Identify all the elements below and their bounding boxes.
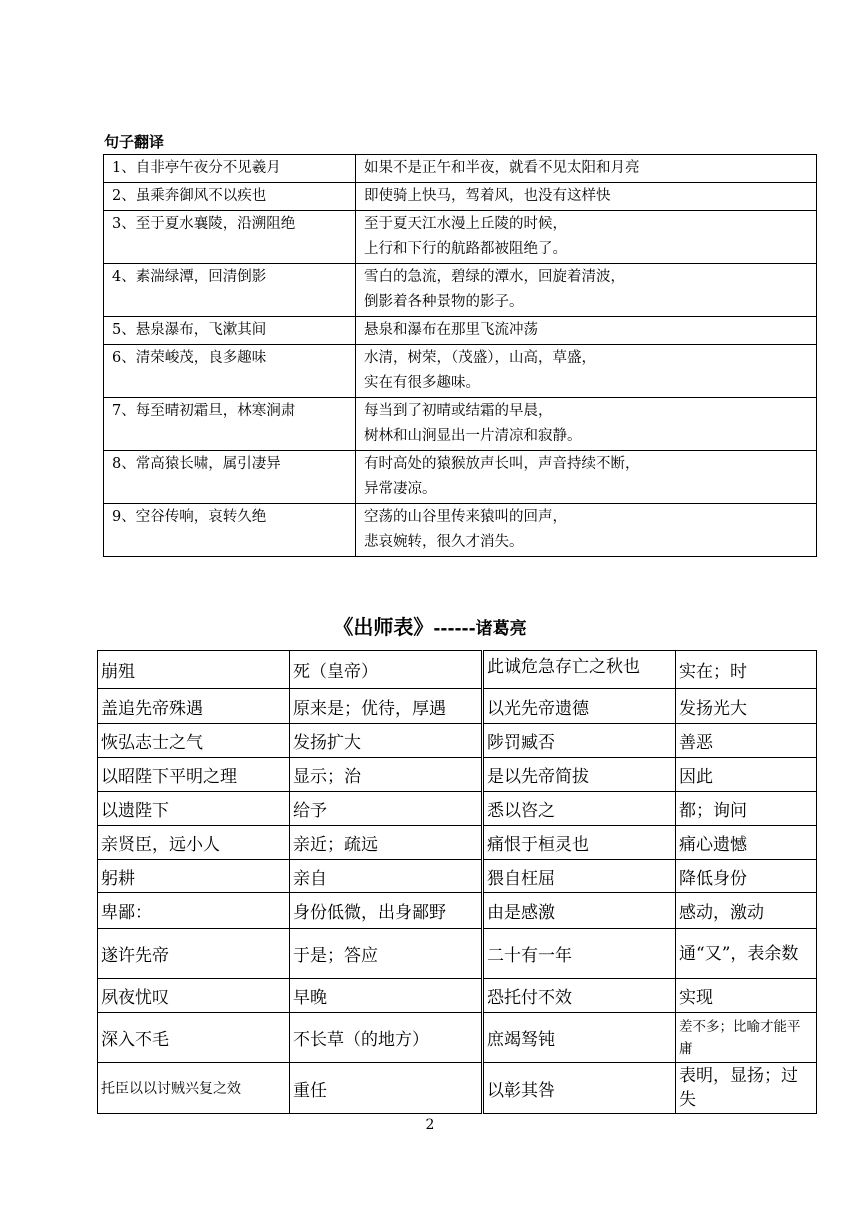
- table-row: [104, 504, 817, 557]
- table-row: [104, 155, 817, 183]
- term-cell: 崩殂: [98, 651, 290, 689]
- table-row: [104, 345, 817, 398]
- meaning-cell: 亲近；疏远: [290, 826, 483, 860]
- meaning-cell: 因此: [676, 758, 817, 792]
- meaning-cell: 显示；治: [290, 758, 483, 792]
- meaning-cell: 感动，激动: [676, 893, 817, 929]
- meaning-cell: 表明，显扬；过失: [676, 1063, 817, 1114]
- meaning-cell: 给予: [290, 792, 483, 826]
- term-cell: 躬耕: [98, 860, 290, 893]
- term-cell: 以昭陛下平明之理: [98, 758, 290, 792]
- meaning-cell: 差不多；比喻才能平庸: [676, 1013, 817, 1063]
- translation: 每当到了初晴或结霜的早晨， 树林和山涧显出一片清凉和寂静。: [356, 398, 817, 451]
- meaning-cell: 原来是；优待，厚遇: [290, 689, 483, 724]
- meaning-cell: 发扬扩大: [290, 724, 483, 758]
- meaning-cell: 于是；答应: [290, 929, 483, 979]
- table-row: [104, 211, 817, 264]
- term-cell: 盖追先帝殊遇: [98, 689, 290, 724]
- translation: 至于夏天江水漫上丘陵的时候， 上行和下行的航路都被阻绝了。: [356, 211, 817, 264]
- meaning-cell: 通“又”，表余数: [676, 929, 817, 979]
- meaning-cell: 实在；时: [676, 651, 817, 689]
- heading-author: ------诸葛亮: [433, 619, 527, 639]
- term-cell: 以遗陛下: [98, 792, 290, 826]
- term-cell: 以彰其咎: [483, 1063, 676, 1114]
- page-number: 2: [425, 1117, 435, 1133]
- term-cell: 卑鄙：: [98, 893, 290, 929]
- translation: 水清，树荣，（茂盛），山高，草盛， 实在有很多趣味。: [356, 345, 817, 398]
- table-row: [104, 183, 817, 211]
- table-row: [98, 1063, 817, 1114]
- table-row: [98, 651, 817, 689]
- table-row: [98, 724, 817, 758]
- source-sentence: 1、自非亭午夜分不见羲月: [104, 155, 356, 183]
- term-cell: 恢弘志士之气: [98, 724, 290, 758]
- table-row: [98, 792, 817, 826]
- table-row: [98, 826, 817, 860]
- table-row: [98, 979, 817, 1013]
- source-sentence: 9、空谷传响，哀转久绝: [104, 504, 356, 557]
- section-title-sentence-translation: 句子翻译: [104, 133, 165, 151]
- meaning-cell: 发扬光大: [676, 689, 817, 724]
- term-cell: 遂许先帝: [98, 929, 290, 979]
- meaning-cell: 痛心遗憾: [676, 826, 817, 860]
- section-heading-chushibiao: [0, 611, 860, 640]
- source-sentence: 7、每至晴初霜旦，林寒涧肃: [104, 398, 356, 451]
- meaning-cell: 重任: [290, 1063, 483, 1114]
- translation: 如果不是正午和半夜，就看不见太阳和月亮: [356, 155, 817, 183]
- source-sentence: 6、清荣峻茂，良多趣味: [104, 345, 356, 398]
- table-row: [98, 758, 817, 792]
- table-row: [104, 264, 817, 317]
- term-cell: 托臣以以讨贼兴复之效: [98, 1063, 290, 1114]
- translation: 空荡的山谷里传来猿叫的回声， 悲哀婉转，很久才消失。: [356, 504, 817, 557]
- term-cell: 恐托付不效: [483, 979, 676, 1013]
- table-row: [104, 451, 817, 504]
- table-row: [98, 1013, 817, 1063]
- translation: 有时高处的猿猴放声长叫，声音持续不断， 异常凄凉。: [356, 451, 817, 504]
- meaning-cell: 身份低微，出身鄙野: [290, 893, 483, 929]
- sentence-translation-table: [103, 154, 817, 557]
- meaning-cell: 实现: [676, 979, 817, 1013]
- source-sentence: 8、常高猿长啸，属引凄异: [104, 451, 356, 504]
- meaning-cell: 死（皇帝）: [290, 651, 483, 689]
- table-row: [98, 929, 817, 979]
- term-cell: 痛恨于桓灵也: [483, 826, 676, 860]
- meaning-cell: 都；询问: [676, 792, 817, 826]
- term-cell: 深入不毛: [98, 1013, 290, 1063]
- table-row: [104, 317, 817, 345]
- term-cell: 二十有一年: [483, 929, 676, 979]
- vocabulary-table: [97, 650, 817, 1114]
- term-cell: 夙夜忧叹: [98, 979, 290, 1013]
- term-cell: 悉以咨之: [483, 792, 676, 826]
- meaning-cell: 亲自: [290, 860, 483, 893]
- translation: 雪白的急流，碧绿的潭水，回旋着清波， 倒影着各种景物的影子。: [356, 264, 817, 317]
- term-cell: 由是感激: [483, 893, 676, 929]
- meaning-cell: 早晚: [290, 979, 483, 1013]
- table-row: [98, 893, 817, 929]
- heading-title: 《出师表》: [333, 615, 434, 639]
- term-cell: 是以先帝简拔: [483, 758, 676, 792]
- term-cell: 此诚危急存亡之秋也: [483, 651, 676, 689]
- translation: 即使骑上快马，驾着风，也没有这样快: [356, 183, 817, 211]
- source-sentence: 3、至于夏水襄陵，沿溯阻绝: [104, 211, 356, 264]
- meaning-cell: 不长草（的地方）: [290, 1013, 483, 1063]
- term-cell: 亲贤臣，远小人: [98, 826, 290, 860]
- table-row: [98, 689, 817, 724]
- source-sentence: 2、虽乘奔御风不以疾也: [104, 183, 356, 211]
- source-sentence: 5、悬泉瀑布，飞漱其间: [104, 317, 356, 345]
- meaning-cell: 善恶: [676, 724, 817, 758]
- term-cell: 陟罚臧否: [483, 724, 676, 758]
- term-cell: 猥自枉屈: [483, 860, 676, 893]
- translation: 悬泉和瀑布在那里飞流冲荡: [356, 317, 817, 345]
- term-cell: 庶竭驽钝: [483, 1013, 676, 1063]
- term-cell: 以光先帝遗德: [483, 689, 676, 724]
- table-row: [98, 860, 817, 893]
- source-sentence: 4、素湍绿潭，回清倒影: [104, 264, 356, 317]
- meaning-cell: 降低身份: [676, 860, 817, 893]
- table-row: [104, 398, 817, 451]
